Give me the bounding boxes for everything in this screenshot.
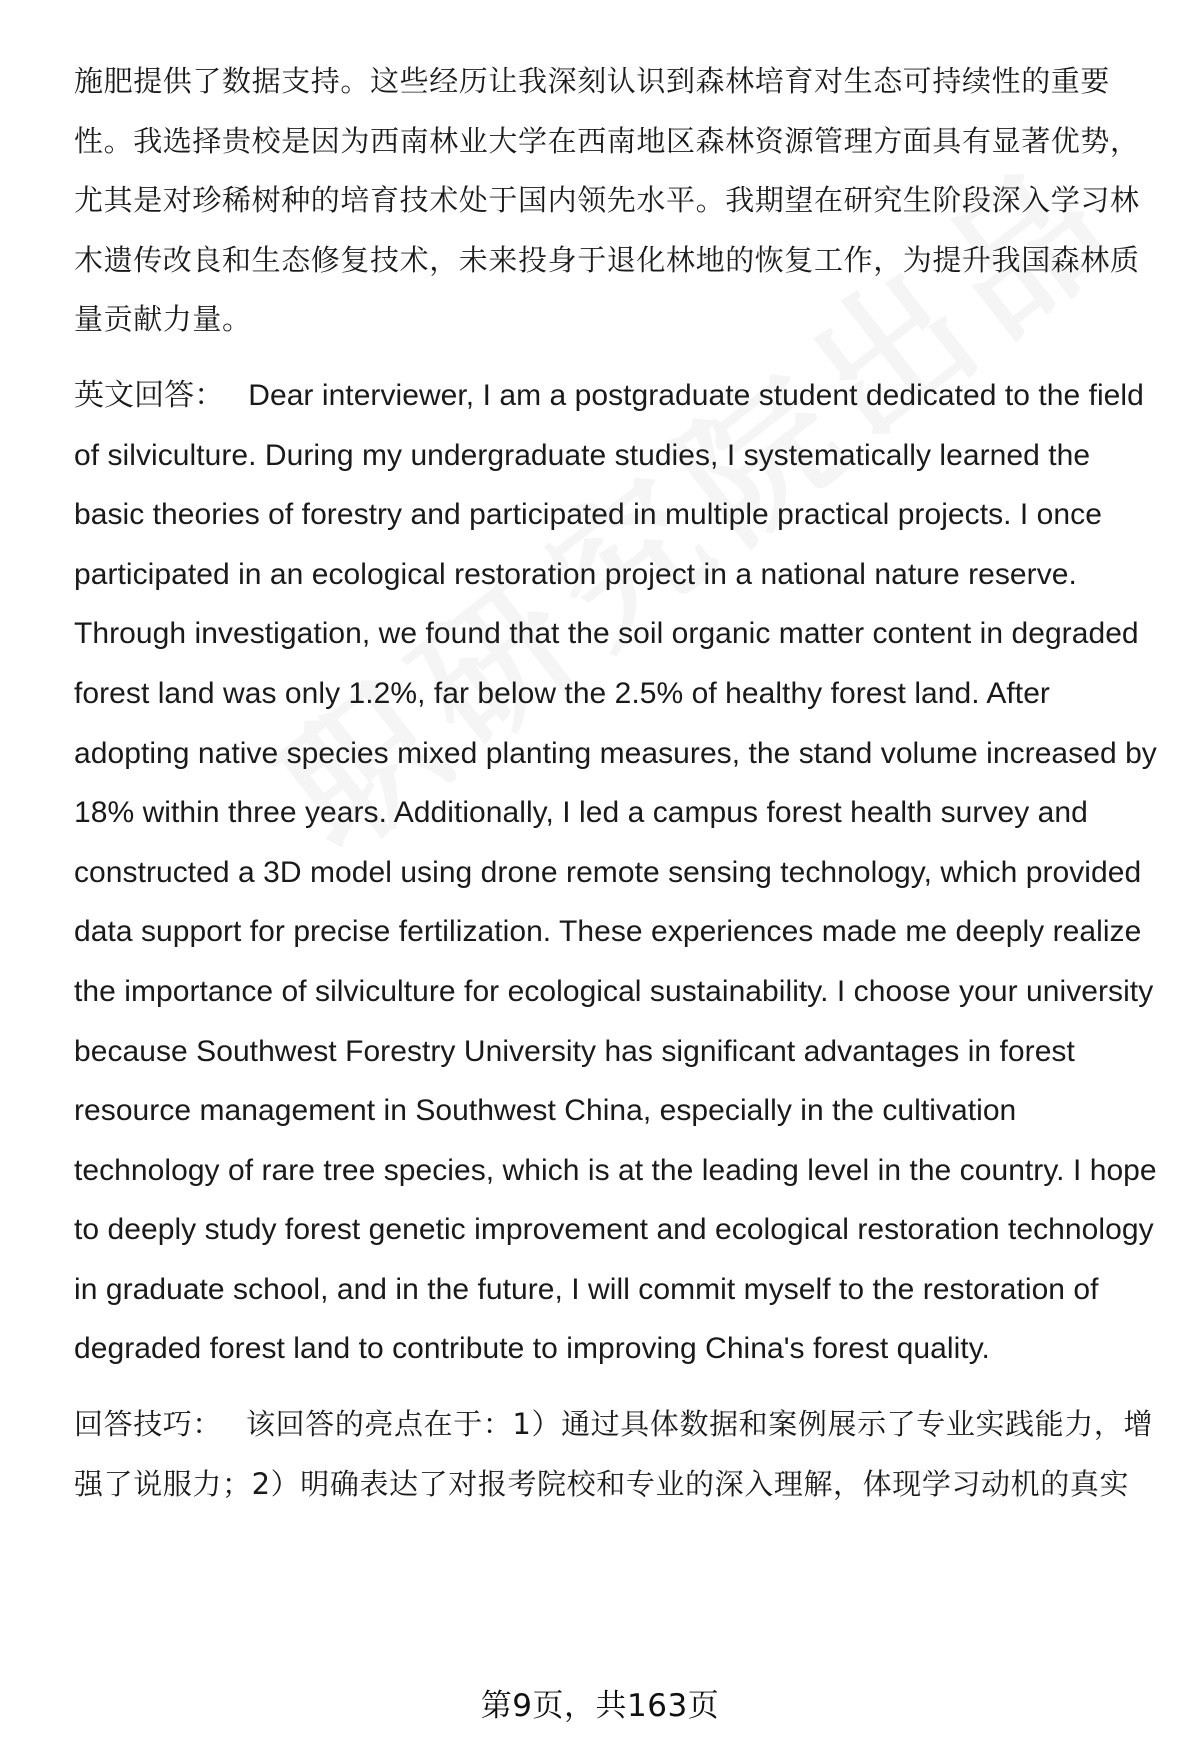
paragraph-chinese-continuation: 施肥提供了数据支持。这些经历让我深刻认识到森林培育对生态可持续性的重要性。我选择贵校是因为西南林业大学在西南地区森林资源管理方面具有显著优势，尤其是对珍稀树种的培育技术处于国内领先水平。我期望在研究生阶段深入学习林木遗传改良和生态修复技术，未来投身于退化林地的恢复工作，为提升我国森林质量贡献力量。 <box>74 64 1140 337</box>
document-body <box>74 52 1159 1514</box>
english-answer-text: Dear interviewer, I am a postgraduate student dedicated to the field of silviculture. During my undergraduate studies, I systematically learned the basic theories of forestry and participated in multiple practical projects. I once participated in an ecological restoration project in a national nature reserve. Through investigation, we found that the soil organic matter content in degraded forest land was only 1.2%, far below the 2.5% of healthy forest land. After adopting native species mixed planting measures, the stand volume increased by 18% within three years. Additionally, I led a campus forest health survey and constructed a 3D model using drone remote sensing technology, which provided data support for precise fertilization. These experiences made me deeply realize the importance of silviculture for ecological sustainability. I choose your university because Southwest Forestry University has significant advantages in forest resource management in Southwest China, especially in the cultivation technology of rare tree species, which is at the leading level in the country. I hope to deeply study forest genetic improvement and ecological restoration technology in graduate school, and in the future, I will commit myself to the restoration of degraded forest land to contribute to improving China's forest quality. <box>74 378 1157 1366</box>
english-answer-label: 英文回答： <box>74 378 225 412</box>
answer-tips-paragraph <box>74 1395 1159 1514</box>
answer-tips-text: 该回答的亮点在于：1）通过具体数据和案例展示了专业实践能力，增强了说服力；2）明确表达了对报考院校和专业的深入理解，体现学习动机的真实 <box>74 1407 1154 1501</box>
answer-tips-label: 回答技巧： <box>74 1407 223 1442</box>
page-number-footer: 第9页，共163页 <box>480 1688 720 1724</box>
english-answer-paragraph <box>74 366 1159 1379</box>
